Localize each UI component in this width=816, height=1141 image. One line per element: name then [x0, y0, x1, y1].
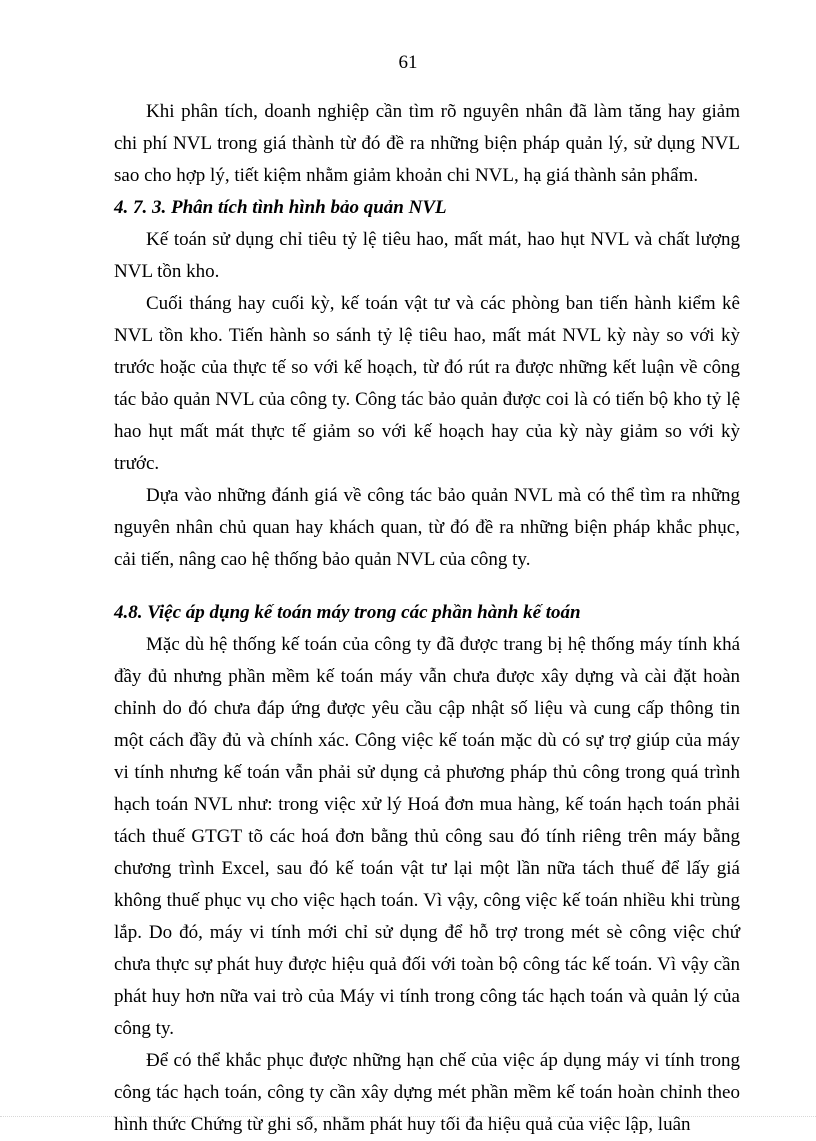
paragraph: Dựa vào những đánh giá về công tác bảo quản NVL mà có thể tìm ra những nguyên nhân chủ quan hay khách quan, từ đó đề ra những biện pháp khắc phục, cải tiến, nâng cao hệ thống bảo quản NVL của công ty.: [114, 485, 740, 570]
section-heading: 4.8. Việc áp dụng kế toán máy trong các phần hành kế toán: [114, 602, 581, 623]
document-body: [114, 96, 740, 1141]
paragraph: Cuối tháng hay cuối kỳ, kế toán vật tư và các phòng ban tiến hành kiểm kê NVL tồn kho. Tiến hành so sánh tỷ lệ tiêu hao, mất mát NVL kỳ này so với kỳ trước hoặc của thực tế so với kế hoạch, từ đó rút ra được những kết luận về công tác bảo quản NVL của công ty. Công tác bảo quản được coi là có tiến bộ kho tỷ lệ hao hụt mất mát thực tế giảm so với kế hoạch hay của kỳ này giảm so với kỳ trước.: [114, 293, 740, 474]
section-spacer: [114, 576, 740, 597]
page-number: 61: [398, 52, 418, 73]
paragraph: Mặc dù hệ thống kế toán của công ty đã được trang bị hệ thống máy tính khá đầy đủ nhưng phần mềm kế toán máy vẫn chưa được xây dựng và cài đặt hoàn chỉnh do đó chưa đáp ứng được yêu cầu cập nhật số liệu và cung cấp thông tin một cách đầy đủ và chính xác. Công việc kế toán mặc dù có sự trợ giúp của máy vi tính nhưng kế toán vẫn phải sử dụng cả phương pháp thủ công trong quá trình hạch toán NVL như: trong việc xử lý Hoá đơn mua hàng, kế toán hạch toán phải tách thuế GTGT tõ các hoá đơn bằng thủ công sau đó tính riêng trên máy bằng chương trình Excel, sau đó kế toán vật tư lại một lần nữa tách thuế để lấy giá không thuế phục vụ cho việc hạch toán. Vì vậy, công việc kế toán nhiều khi trùng lắp. Do đó, máy vi tính mới chỉ sử dụng để hỗ trợ trong mét sè công việc chứ chưa thực sự phát huy được hiệu quả đối với toàn bộ công tác kế toán. Vì vậy cần phát huy hơn nữa vai trò của Máy vi tính trong công tác hạch toán và quản lý của công ty.: [114, 634, 740, 1039]
paragraph: Kế toán sử dụng chỉ tiêu tỷ lệ tiêu hao, mất mát, hao hụt NVL và chất lượng NVL tồn kho.: [114, 229, 740, 282]
bottom-divider: [0, 1116, 816, 1117]
paragraph: Khi phân tích, doanh nghiệp cần tìm rõ nguyên nhân đã làm tăng hay giảm chi phí NVL trong giá thành từ đó đề ra những biện pháp quản lý, sử dụng NVL sao cho hợp lý, tiết kiệm nhằm giảm khoản chi NVL, hạ giá thành sản phẩm.: [114, 101, 740, 186]
section-heading: 4. 7. 3. Phân tích tình hình bảo quản NVL: [114, 197, 447, 218]
paragraph: Để có thể khắc phục được những hạn chế của việc áp dụng máy vi tính trong công tác hạch toán, công ty cần xây dựng mét phần mềm kế toán hoàn chỉnh theo hình thức Chứng từ ghi sổ, nhằm phát huy tối đa hiệu quả của việc lập, luân: [114, 1050, 740, 1135]
